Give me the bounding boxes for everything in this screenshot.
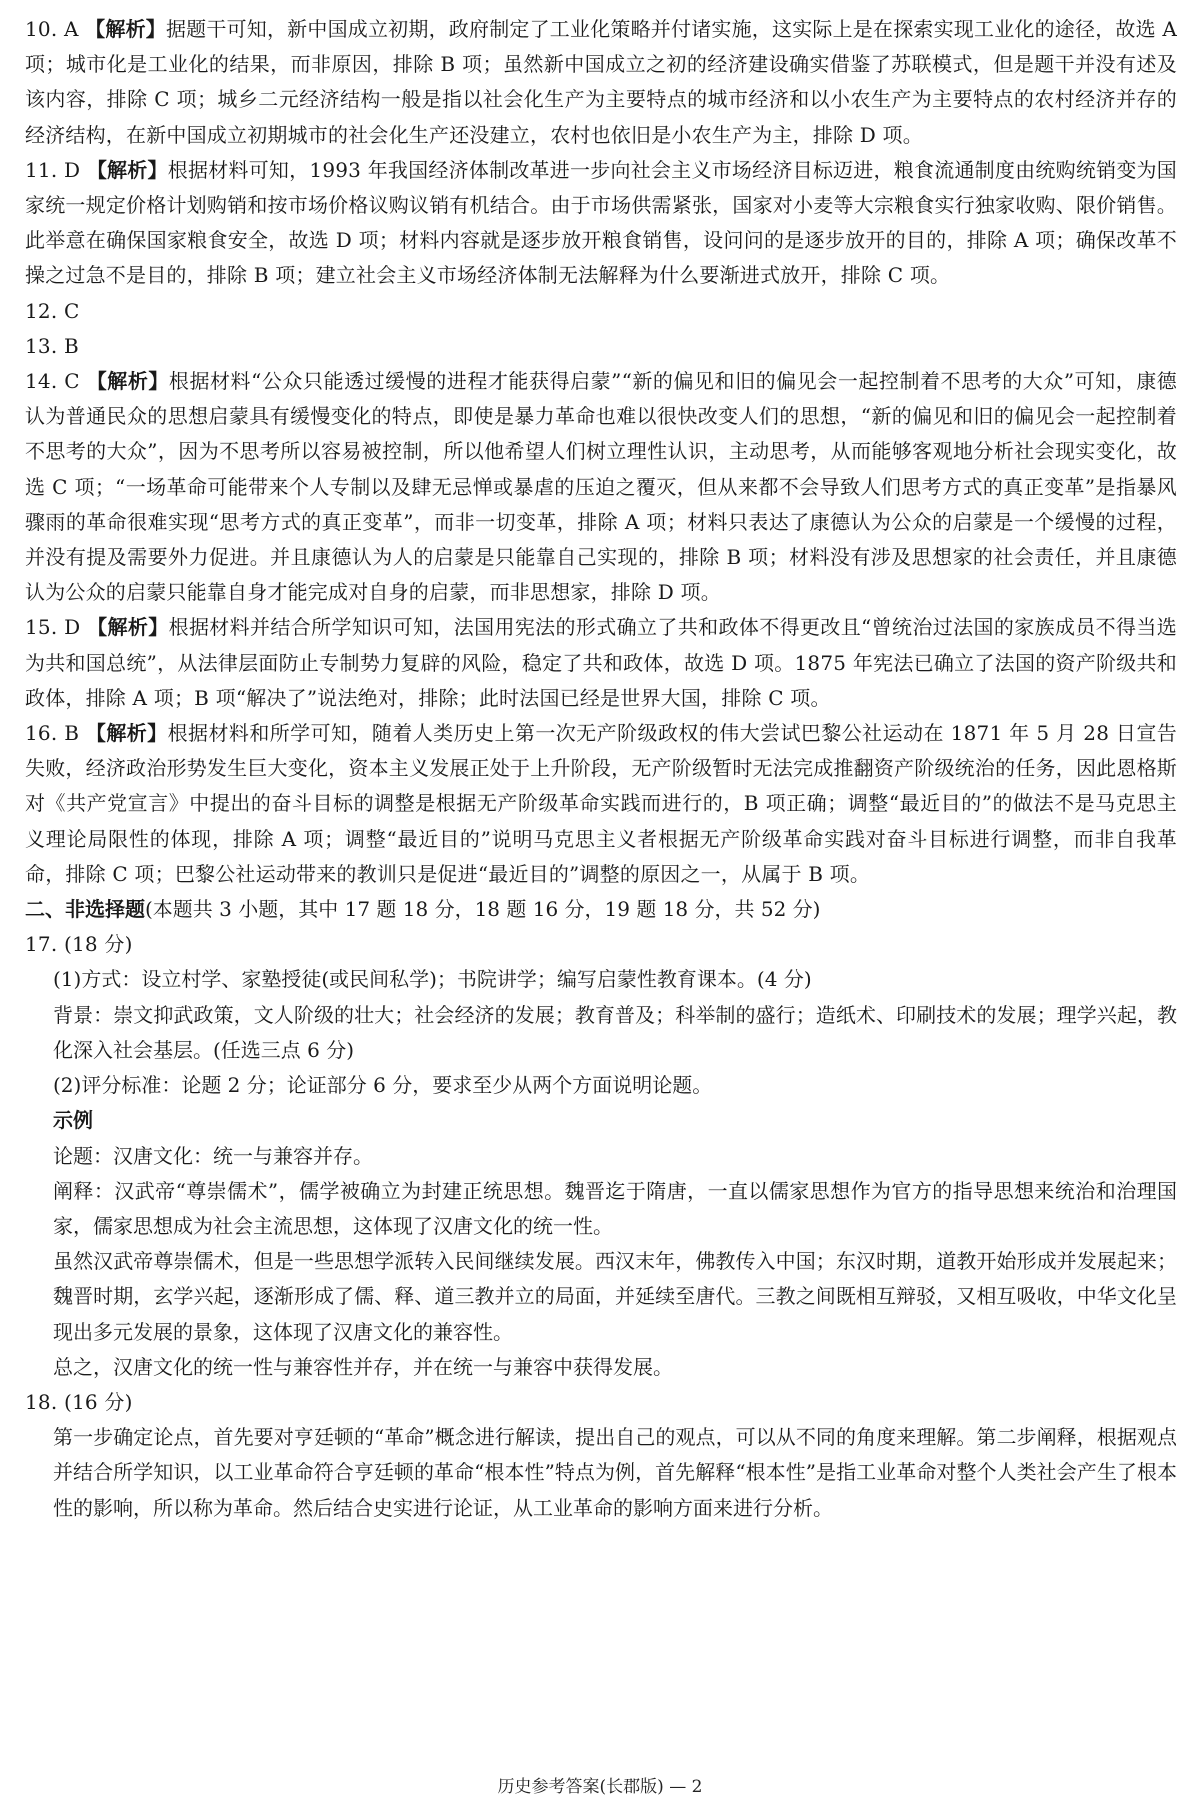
q17-example-label: 示例 bbox=[53, 1108, 93, 1133]
answer-item-12 bbox=[25, 294, 1177, 329]
analysis-tag: 【解析】 bbox=[85, 721, 168, 746]
q17-explanation-2: 虽然汉武帝尊崇儒术，但是一些思想学派转入民间继续发展。西汉末年，佛教传入中国；东汉时期，道教开始形成并发展起来；魏晋时期，玄学兴起，逐渐形成了儒、释、道三教并立的局面，并延续至唐代。三教之间既相互辩驳，又相互吸收，中华文化呈现出多元发展的景象，这体现了汉唐文化的兼容性。 bbox=[53, 1249, 1177, 1344]
answer-item-11 bbox=[25, 153, 1177, 294]
q17-explanation: 阐释：汉武帝“尊崇儒术”，儒学被确立为封建正统思想。魏晋迄于隋唐，一直以儒家思想作为官方的指导思想来统治和治理国家，儒家思想成为社会主流思想，这体现了汉唐文化的统一性。 bbox=[53, 1178, 1177, 1238]
analysis-text: 根据材料并结合所学知识可知，法国用宪法的形式确立了共和政体不得更改且“曾统治过法国的家族成员不得当选为共和国总统”，从法律层面防止专制势力复辟的风险，稳定了共和政体，故选 D 项。1875 年宪法已确立了法国的资产阶级共和政体，排除 A 项；B 项“解决了”说法绝对，排除；此时法国已经是世界大国，排除 C 项。 bbox=[25, 615, 1177, 710]
analysis-tag: 【解析】 bbox=[85, 17, 166, 41]
section-note: (本题共 3 小题，其中 17 题 18 分，18 题 16 分，19 题 18 分，共 52 分) bbox=[145, 897, 821, 922]
analysis-tag: 【解析】 bbox=[86, 369, 169, 394]
answer-number: 14. C bbox=[25, 369, 80, 394]
answer-page bbox=[25, 12, 1177, 1526]
analysis-tag: 【解析】 bbox=[86, 157, 168, 182]
q17-part2-criteria: (2)评分标准：论题 2 分；论证部分 6 分，要求至少从两个方面说明论题。 bbox=[53, 1073, 713, 1098]
q17-part1-method: (1)方式：设立村学、家塾授徒(或民间私学)；书院讲学；编写启蒙性教育课本。(4 分) bbox=[53, 967, 812, 992]
question-17-number: 17. (18 分) bbox=[25, 932, 133, 957]
section-title: 二、非选择题 bbox=[25, 897, 145, 922]
analysis-tag: 【解析】 bbox=[87, 615, 169, 640]
q18-answer: 第一步确定论点，首先要对亨廷顿的“革命”概念进行解读，提出自己的观点，可以从不同的角度来理解。第二步阐释，根据观点并结合所学知识，以工业革命符合亨廷顿的革命“根本性”特点为例，首先解释“根本性”是指工业革命对整个人类社会产生了根本性的影响，所以称为革命。然后结合史实进行论证，从工业革命的影响方面来进行分析。 bbox=[53, 1425, 1177, 1520]
answer-item-15 bbox=[25, 610, 1177, 716]
answer-item-10 bbox=[25, 12, 1177, 153]
answer-item-13 bbox=[25, 329, 1177, 364]
section-heading bbox=[25, 892, 1177, 927]
answer-number: 10. A bbox=[25, 17, 79, 41]
answer-number: 12. C bbox=[25, 298, 80, 323]
question-18-number: 18. (16 分) bbox=[25, 1389, 133, 1414]
answer-item-14 bbox=[25, 364, 1177, 610]
q17-conclusion: 总之，汉唐文化的统一性与兼容性并存，并在统一与兼容中获得发展。 bbox=[53, 1354, 673, 1379]
page-footer: 历史参考答案(长郡版) — 2 bbox=[497, 1777, 703, 1797]
analysis-text: 根据材料和所学可知，随着人类历史上第一次无产阶级政权的伟大尝试巴黎公社运动在 1871 年 5 月 28 日宣告失败，经济政治形势发生巨大变化，资本主义发展正处于上升阶段，无产阶级暂时无法完成推翻资产阶级统治的任务，因此恩格斯对《共产党宣言》中提出的奋斗目标的调整是根据无产阶级革命实践而进行的，B 项正确；调整“最近目的”的做法不是马克思主义理论局限性的体现，排除 A 项；调整“最近目的”说明马克思主义者根据无产阶级革命实践对奋斗目标进行调整，而非自我革命，排除 C 项；巴黎公社运动带来的教训只是促进“最近目的”调整的原因之一，从属于 B 项。 bbox=[25, 721, 1177, 886]
analysis-text: 根据材料可知，1993 年我国经济体制改革进一步向社会主义市场经济目标迈进，粮食流通制度由统购统销变为国家统一规定价格计划购销和按市场价格议购议销有机结合。由于市场供需紧张，国家对小麦等大宗粮食实行独家收购、限价销售。此举意在确保国家粮食安全，故选 D 项；材料内容就是逐步放开粮食销售，设问问的是逐步放开的目的，排除 A 项；确保改革不操之过急不是目的，排除 B 项；建立社会主义市场经济体制无法解释为什么要渐进式放开，排除 C 项。 bbox=[25, 157, 1177, 288]
analysis-text: 据题干可知，新中国成立初期，政府制定了工业化策略并付诸实施，这实际上是在探索实现工业化的途径，故选 A 项；城市化是工业化的结果，而非原因，排除 B 项；虽然新中国成立之初的经济建设确实借鉴了苏联模式，但是题干并没有述及该内容，排除 C 项；城乡二元经济结构一般是指以社会化生产为主要特点的城市经济和以小农生产为主要特点的农村经济并存的经济结构，在新中国成立初期城市的社会化生产还没建立，农村也依旧是小农生产为主，排除 D 项。 bbox=[25, 17, 1177, 147]
answer-item-16 bbox=[25, 716, 1177, 892]
answer-number: 11. D bbox=[25, 157, 81, 182]
q17-thesis: 论题：汉唐文化：统一与兼容并存。 bbox=[53, 1143, 373, 1168]
answer-number: 16. B bbox=[25, 721, 80, 746]
answer-number: 13. B bbox=[25, 333, 79, 358]
answer-number: 15. D bbox=[25, 615, 81, 640]
analysis-text: 根据材料“公众只能透过缓慢的进程才能获得启蒙”“新的偏见和旧的偏见会一起控制着不思考的大众”可知，康德认为普通民众的思想启蒙具有缓慢变化的特点，即使是暴力革命也难以很快改变人们的思想，“新的偏见和旧的偏见会一起控制着不思考的大众”，因为不思考所以容易被控制，所以他希望人们树立理性认识，主动思考，从而能够客观地分析社会现实变化，故选 C 项；“一场革命可能带来个人专制以及肆无忌惮或暴虐的压迫之覆灭，但从来都不会导致人们思考方式的真正变革”是指暴风骤雨的革命很难实现“思考方式的真正变革”，而非一切变革，排除 A 项；材料只表达了康德认为公众的启蒙是一个缓慢的过程，并没有提及需要外力促进。并且康德认为人的启蒙是只能靠自己实现的，排除 B 项；材料没有涉及思想家的社会责任，并且康德认为公众的启蒙只能靠自身才能完成对自身的启蒙，而非思想家，排除 D 项。 bbox=[25, 369, 1177, 605]
q17-background: 背景：崇文抑武政策，文人阶级的壮大；社会经济的发展；教育普及；科举制的盛行；造纸术、印刷技术的发展；理学兴起，教化深入社会基层。(任选三点 6 分) bbox=[53, 1002, 1177, 1062]
